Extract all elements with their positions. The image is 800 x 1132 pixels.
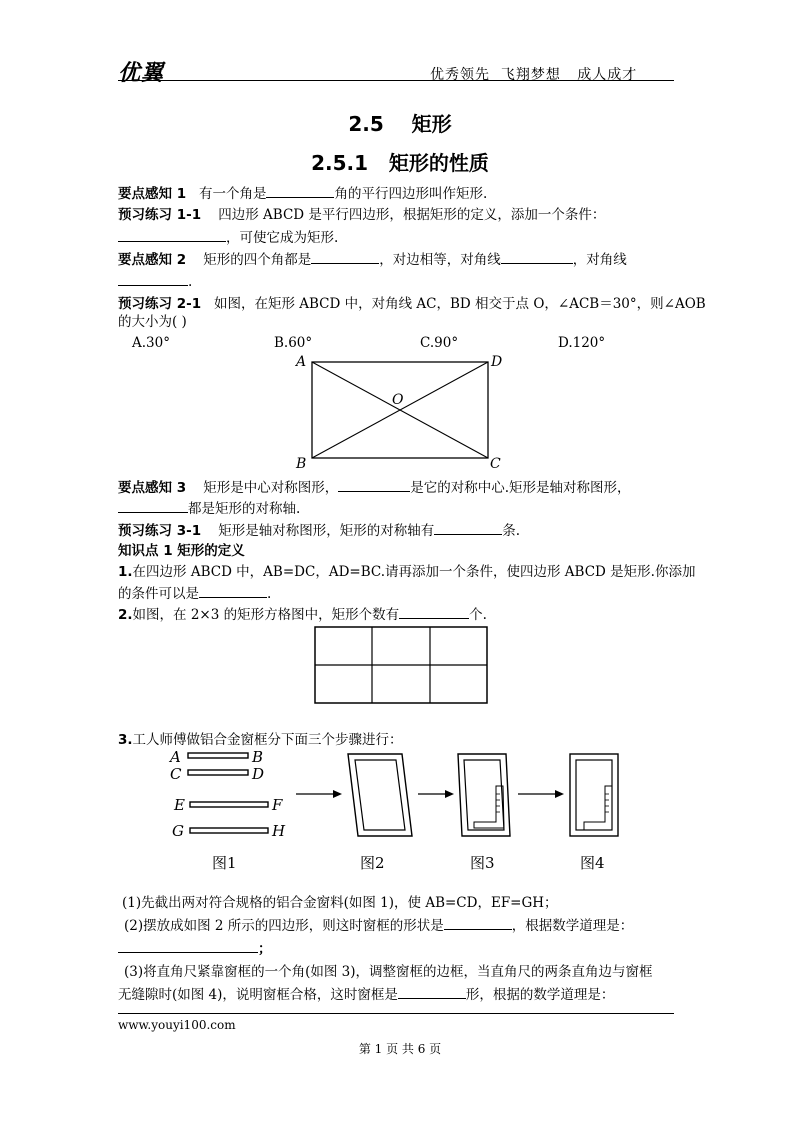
bar-label-e: E — [174, 796, 185, 814]
text: 如图，在 2×3 的矩形方格图中，矩形个数有 — [132, 607, 400, 623]
practice-3-1 — [118, 521, 520, 540]
caption-fig-1: 图1 — [212, 854, 237, 872]
answer-blank[interactable] — [434, 521, 502, 535]
text: 矩形的四个角都是 — [203, 252, 312, 268]
text: ； — [258, 941, 272, 957]
header-rule — [118, 80, 674, 81]
text: (2)摆放成如图 2 所示的四边形，则这时窗框的形状是 — [124, 918, 444, 934]
text: . — [267, 586, 272, 602]
text: 无缝隙时(如图 4)，说明窗框合格，这时窗框是 — [118, 987, 398, 1003]
label: 预习练习 2-1 — [118, 296, 202, 312]
footer-url: www.youyi100.com — [118, 1018, 236, 1032]
answer-blank[interactable] — [118, 939, 258, 953]
question-1 — [118, 563, 695, 581]
practice-1-1-cont — [118, 228, 338, 247]
step-2 — [124, 916, 633, 935]
vertex-c: C — [490, 456, 501, 472]
vertex-d: D — [491, 354, 503, 370]
bar-label-d: D — [252, 765, 265, 783]
key-point-2 — [118, 250, 627, 269]
caption-fig-3: 图3 — [470, 854, 495, 872]
answer-blank[interactable] — [311, 250, 379, 264]
answer-blank[interactable] — [118, 228, 226, 242]
section-title: 2.5 矩形 — [348, 112, 452, 136]
frame-3-inner — [464, 760, 504, 830]
header-logo: 优翼 — [118, 61, 165, 86]
text: 有一个角是 — [198, 186, 267, 202]
key-point-3-cont — [118, 499, 300, 518]
text: . — [188, 274, 193, 290]
text: 都是矩形的对称轴. — [188, 501, 301, 517]
bar-label-a: A — [170, 748, 181, 766]
label: 预习练习 3-1 — [118, 523, 202, 539]
step-1 — [122, 894, 558, 912]
option-b[interactable]: B.60° — [274, 335, 313, 351]
practice-1-1 — [118, 206, 605, 224]
vertex-b: B — [296, 456, 307, 472]
bar-ef — [190, 802, 268, 807]
step-3 — [124, 963, 653, 981]
option-c[interactable]: C.90° — [420, 335, 459, 351]
text: 个. — [469, 607, 487, 623]
frame-2-outer — [348, 754, 412, 836]
text: 条. — [502, 523, 521, 539]
question-number: 1. — [118, 564, 133, 580]
option-d[interactable]: D.120° — [558, 335, 606, 351]
footer-rule — [118, 1013, 674, 1014]
question-1-cont — [118, 584, 271, 603]
bar-gh — [190, 828, 268, 833]
text: 的大小为( ) — [118, 314, 187, 330]
window-frame-diagram — [160, 746, 660, 876]
bar-label-c: C — [170, 765, 182, 783]
text: 如图，在矩形 ABCD 中，对角线 AC，BD 相交于点 O，∠ACB＝30°，则∠AOB — [213, 296, 706, 312]
answer-blank[interactable] — [399, 605, 469, 619]
text: 角的平行四边形叫作矩形. — [334, 186, 488, 202]
text: ，可使它成为矩形. — [226, 230, 339, 246]
arrow-2-head — [445, 790, 454, 798]
text: 工人师傅做铝合金窗框分下面三个步骤进行： — [132, 732, 403, 748]
text: 是它的对称中心.矩形是轴对称图形， — [410, 480, 631, 496]
bar-label-f: F — [272, 796, 283, 814]
question-number: 3. — [118, 732, 133, 748]
answer-blank[interactable] — [118, 272, 188, 286]
header-slogan: 优秀领先 飞翔梦想 成人成才 — [430, 67, 638, 83]
arrow-1-head — [333, 790, 342, 798]
bar-label-b: B — [252, 748, 264, 766]
text: ，根据数学道理是： — [511, 918, 634, 934]
key-point-2-cont — [118, 272, 192, 291]
question-2 — [118, 605, 487, 624]
subsection-title: 2.5.1 矩形的性质 — [311, 151, 489, 175]
caption-fig-4: 图4 — [580, 854, 605, 872]
text: 的条件可以是 — [118, 586, 199, 602]
answer-blank[interactable] — [501, 250, 573, 264]
text: 矩形是中心对称图形， — [203, 480, 339, 496]
key-point-3 — [118, 478, 631, 497]
try-square-4 — [584, 786, 612, 830]
option-a[interactable]: A.30° — [132, 335, 170, 351]
bar-label-h: H — [272, 822, 286, 840]
try-square-3 — [474, 786, 504, 828]
frame-4-outer — [570, 754, 618, 836]
answer-blank[interactable] — [199, 584, 267, 598]
knowledge-point-1: 知识点 1 矩形的定义 — [118, 543, 245, 559]
caption-fig-2: 图2 — [360, 854, 385, 872]
bar-cd — [188, 770, 248, 775]
text: 形，根据的数学道理是： — [465, 987, 615, 1003]
text: 矩形是轴对称图形，矩形的对称轴有 — [218, 523, 435, 539]
page-number: 第 1 页 共 6 页 — [358, 1042, 442, 1056]
text: ，对边相等，对角线 — [379, 252, 501, 268]
label: 要点感知 1 — [118, 186, 187, 202]
bar-label-g: G — [172, 822, 184, 840]
key-point-1 — [118, 184, 487, 203]
frame-4-inner — [576, 760, 612, 830]
answer-blank[interactable] — [338, 478, 410, 492]
center-o: O — [392, 392, 404, 408]
practice-2-1-cont — [118, 313, 187, 331]
rectangle-diagram — [290, 348, 520, 473]
text: (1)先截出两对符合规格的铝合金窗料(如图 1)，使 AB=CD，EF=GH； — [122, 895, 558, 911]
step-3-cont — [118, 985, 614, 1004]
question-number: 2. — [118, 607, 133, 623]
answer-blank[interactable] — [398, 985, 466, 999]
frame-2-inner — [355, 760, 405, 830]
text: 在四边形 ABCD 中，AB=DC，AD=BC.请再添加一个条件，使四边形 ABCD 是矩形.你添加 — [132, 564, 696, 580]
label: 要点感知 2 — [118, 252, 187, 268]
text: (3)将直角尺紧靠窗框的一个角(如图 3)，调整窗框的边框，当直角尺的两条直角边与窗框 — [124, 964, 653, 980]
answer-blank[interactable] — [266, 184, 334, 198]
practice-2-1 — [118, 295, 706, 313]
vertex-a: A — [296, 354, 307, 370]
label: 预习练习 1-1 — [118, 207, 202, 223]
answer-blank[interactable] — [444, 916, 512, 930]
step-2-cont — [118, 939, 272, 958]
grid-2x3-diagram — [314, 626, 489, 706]
text: 四边形 ABCD 是平行四边形，根据矩形的定义，添加一个条件： — [218, 207, 606, 223]
bar-ab — [188, 753, 248, 758]
arrow-3-head — [555, 790, 564, 798]
text: ，对角线 — [572, 252, 627, 268]
answer-blank[interactable] — [118, 499, 188, 513]
label: 要点感知 3 — [118, 480, 187, 496]
